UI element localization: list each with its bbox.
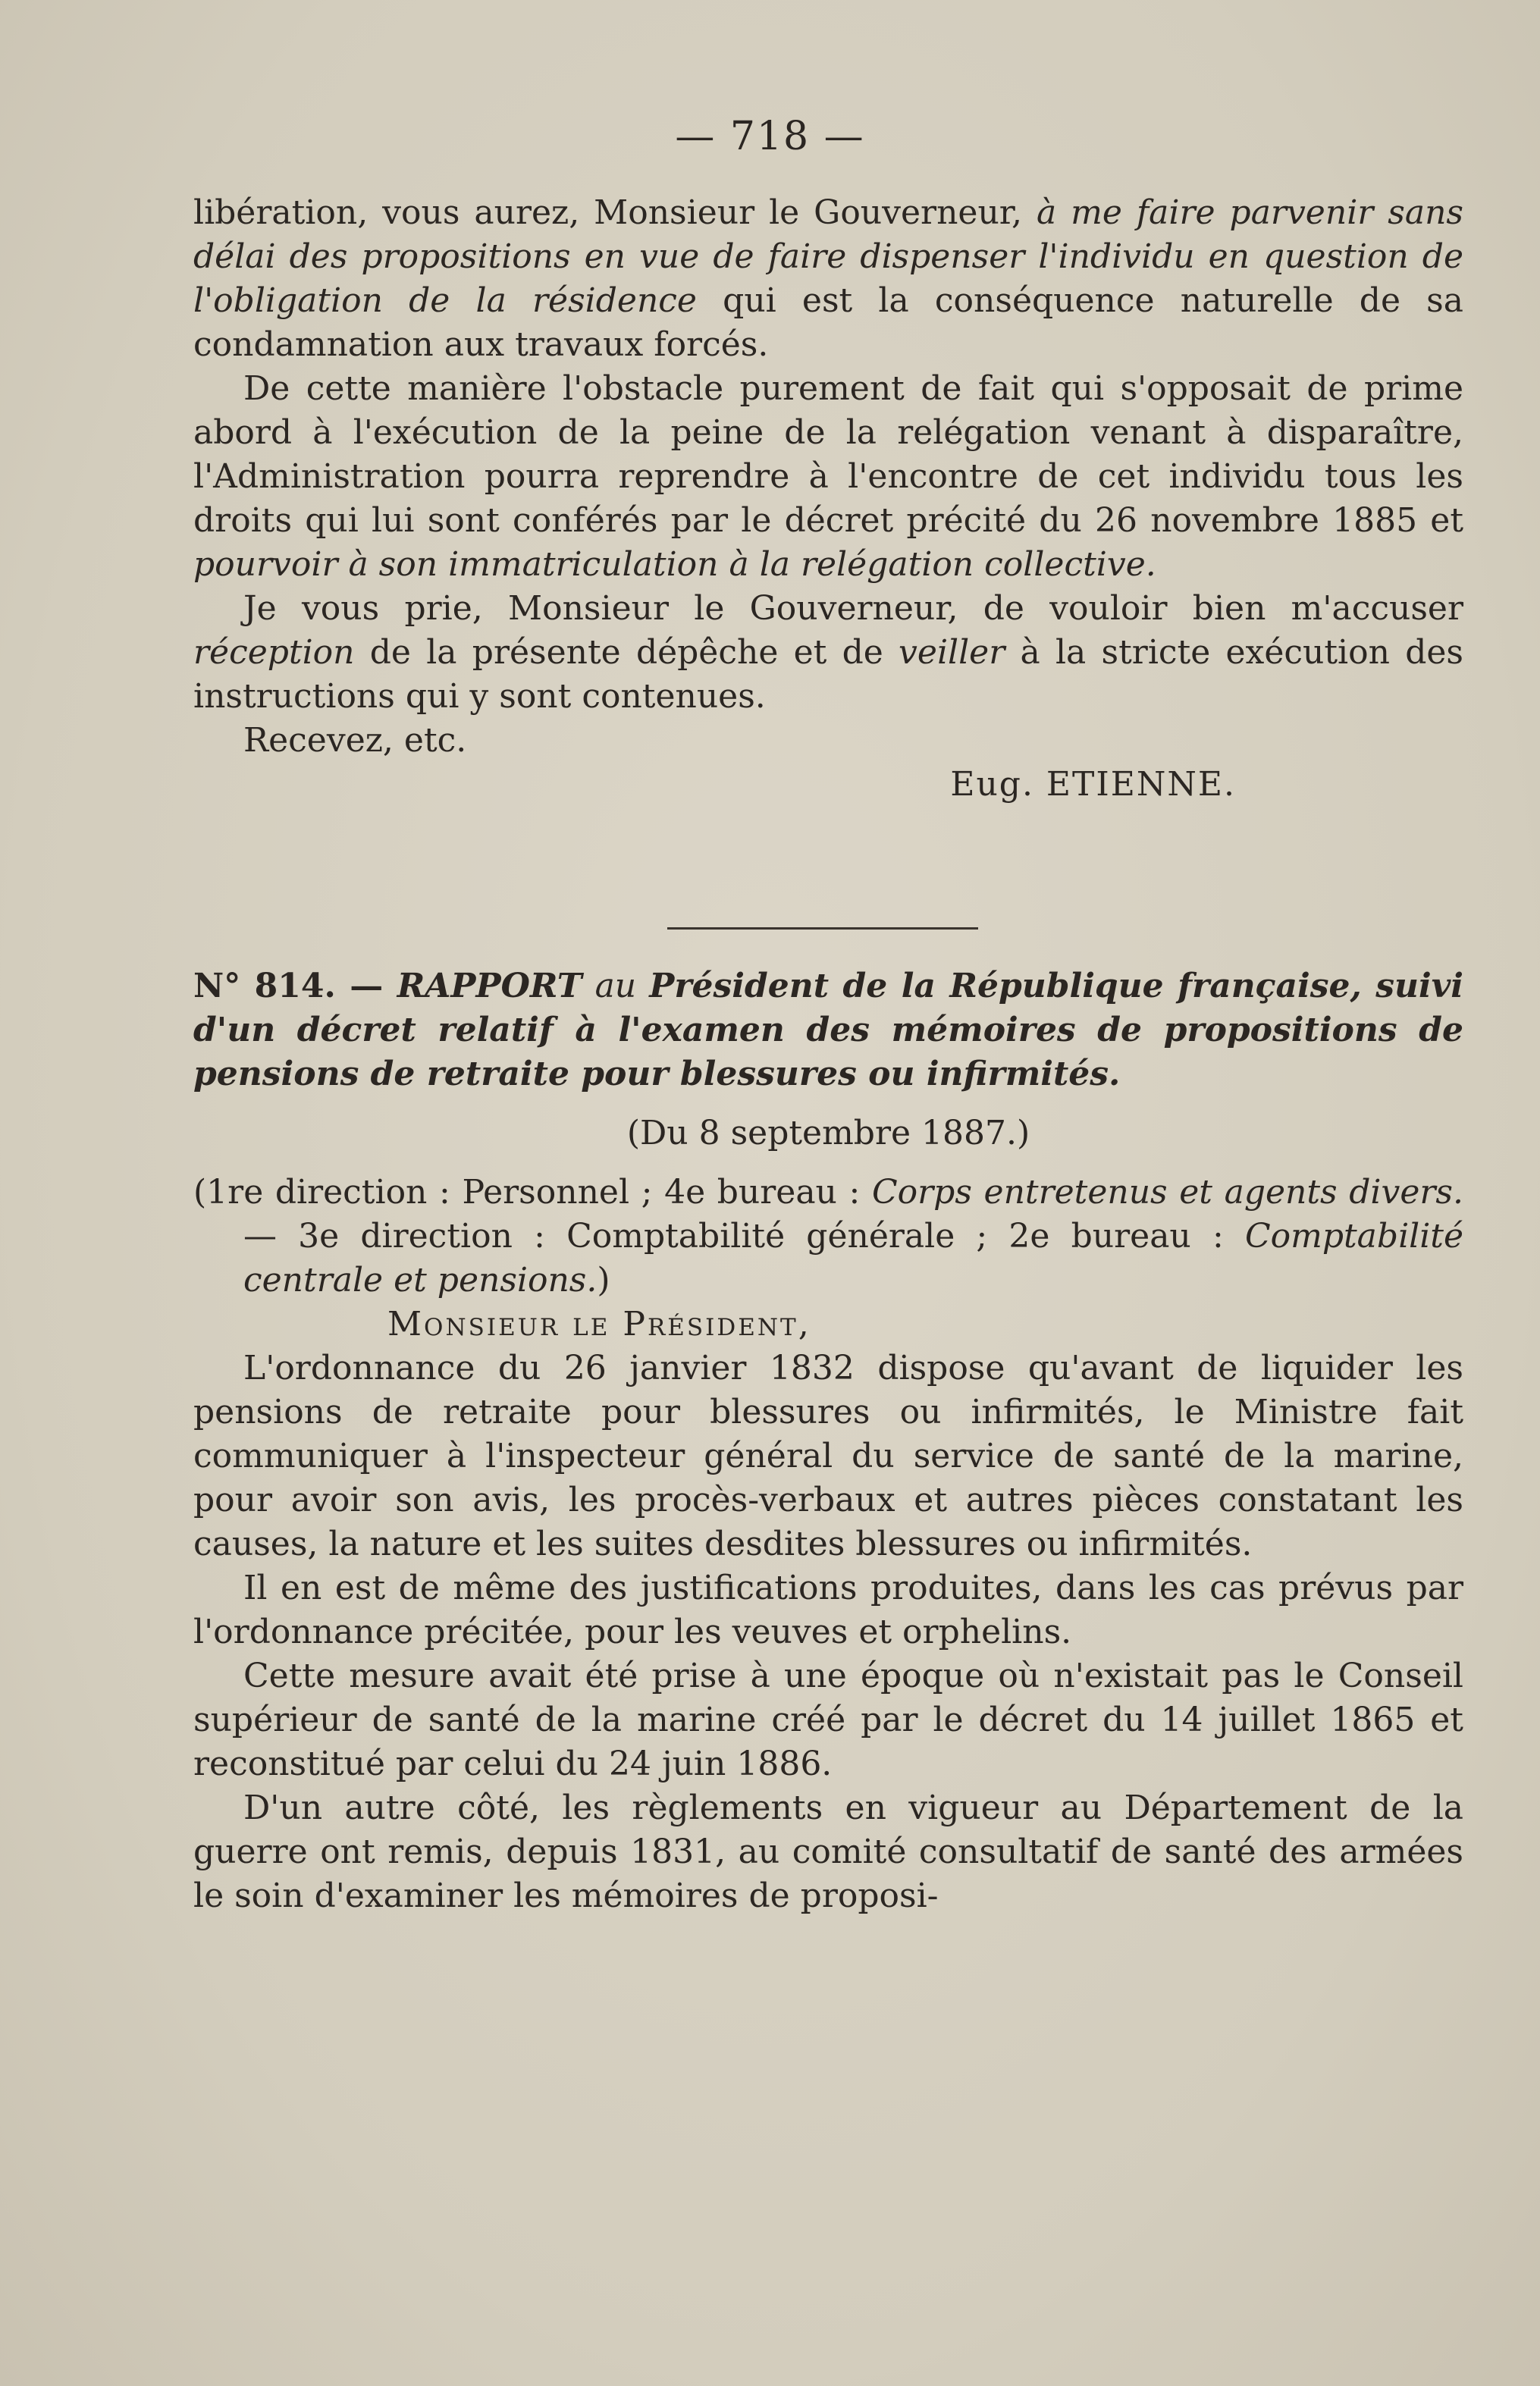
- letter-closing: Recevez, etc.: [243, 721, 467, 760]
- letter-paragraph-1: libération, vous aurez, Monsieur le Gouverneur, à me faire parvenir sans délai des propositions en vue de faire dispenser l'individu en question de l'obligation de la résidence qui est la conséquence naturelle de sa condamnation aux travaux forcés.: [193, 193, 1463, 364]
- letter-body: [193, 191, 1463, 807]
- report-directions: (1re direction : Personnel ; 4e bureau : Corps entretenus et agents divers. — 3e direction : Comptabilité générale ; 2e bureau : Comptabilité centrale et pensions.): [193, 1173, 1463, 1300]
- letter-signature: Eug. ETIENNE.: [950, 765, 1236, 804]
- report-paragraph: Cette mesure avait été prise à une époque où n'existait pas le Conseil supérieur de santé de la marine créé par le décret du 14 juillet 1865 et reconstitué par celui du 24 juin 1886.: [193, 1657, 1463, 1783]
- report-paragraph: Il en est de même des justifications produites, dans les cas prévus par l'ordonnance précitée, pour les veuves et orphelins.: [193, 1569, 1463, 1651]
- report-heading: N° 814. — RAPPORT au Président de la République française, suivi d'un décret relatif à l'examen des mémoires de propositions de pensions de retraite pour blessures ou infirmités.: [193, 967, 1464, 1093]
- letter-paragraph-2: De cette manière l'obstacle purement de fait qui s'opposait de prime abord à l'exécution de la peine de la relégation venant à disparaître, l'Administration pourra reprendre à l'encontre de cet individu tous les droits qui lui sont conférés par le décret précité du 26 novembre 1885 et pourvoir à son immatriculation à la relégation collective.: [193, 369, 1463, 584]
- report-section: [193, 964, 1463, 1918]
- report-paragraph: D'un autre côté, les règlements en vigueur au Département de la guerre ont remis, depuis 1831, au comité consultatif de santé des armées le soin d'examiner les mémoires de proposi-: [193, 1789, 1463, 1915]
- spacer: [193, 1155, 1463, 1171]
- letter-paragraph-3: Je vous prie, Monsieur le Gouverneur, de vouloir bien m'accuser réception de la présente dépêche et de veiller à la stricte exécution des instructions qui y sont contenues.: [193, 589, 1463, 716]
- report-date: (Du 8 septembre 1887.): [626, 1114, 1030, 1152]
- spacer: [193, 1096, 1463, 1111]
- page-number: — 718 —: [675, 114, 865, 159]
- section-divider: [667, 927, 978, 930]
- report-salutation: Monsieur le Président,: [387, 1305, 811, 1343]
- report-paragraph: L'ordonnance du 26 janvier 1832 dispose qu'avant de liquider les pensions de retraite pour blessures ou infirmités, le Ministre fait communiquer à l'inspecteur général du service de santé de la marine, pour avoir son avis, les procès-verbaux et autres pièces constatant les causes, la nature et les suites desdites blessures ou infirmités.: [193, 1349, 1463, 1563]
